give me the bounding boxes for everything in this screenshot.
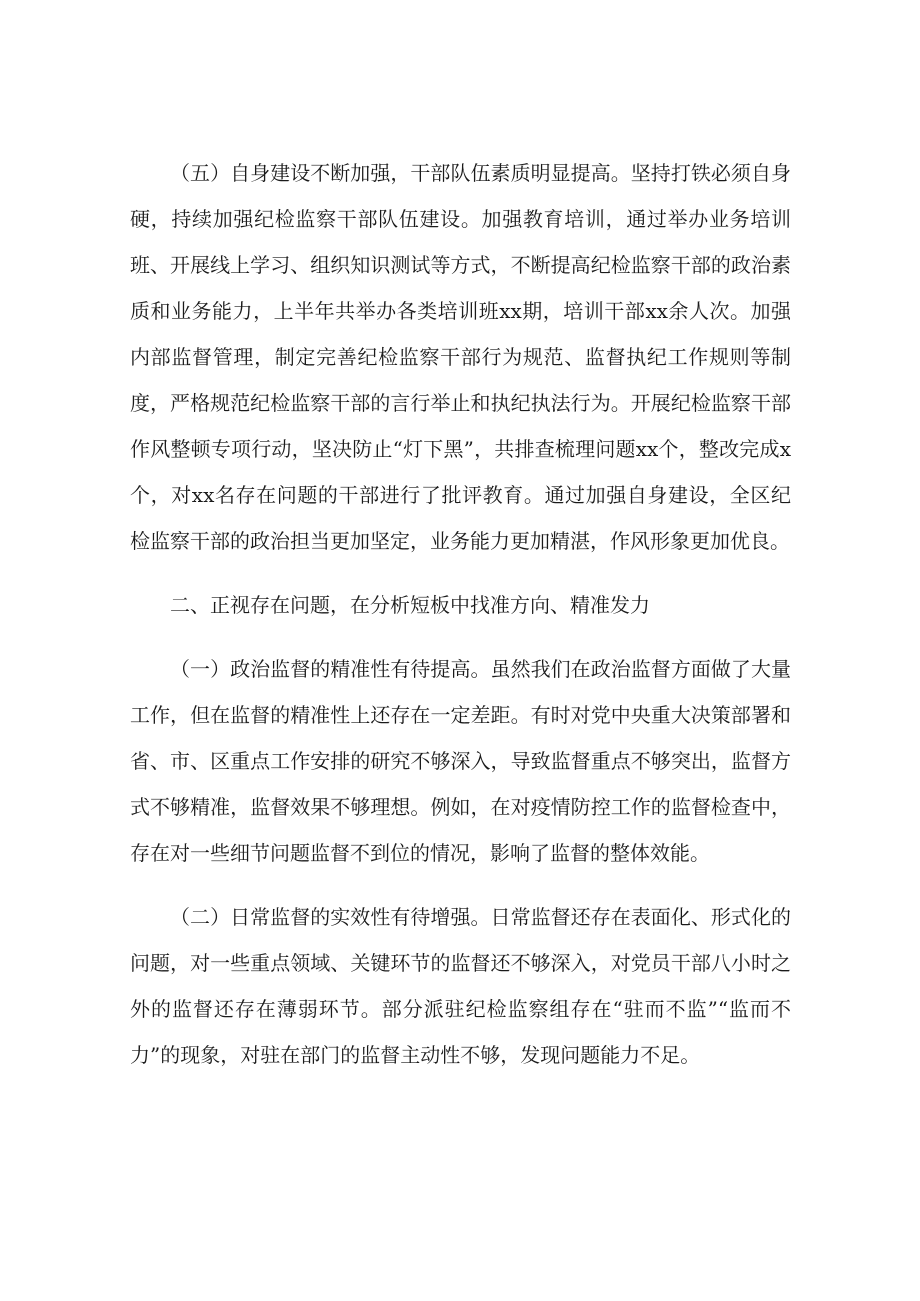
- section-heading: 二、正视存在问题，在分析短板中找准方向、精准发力: [170, 593, 650, 617]
- paragraph-self-building: （五）自身建设不断加强，干部队伍素质明显提高。坚持打铁必须自身硬，持续加强纪检监察干部队伍建设。加强教育培训，通过举办业务培训班、开展线上学习、组织知识测试等方式，不断提高纪检监察干部的政治素质和业务能力，上半年共举办各类培训班xx期，培训干部xx余人次。加强内部监督管理，制定完善纪检监察干部行为规范、监督执纪工作规则等制度，严格规范纪检监察干部的言行举止和执纪执法行为。开展纪检监察干部作风整顿专项行动，坚决防止“灯下黑”，共排查梳理问题xx个，整改完成x个，对xx名存在问题的干部进行了批评教育。通过加强自身建设，全区纪检监察干部的政治担当更加坚定，业务能力更加精湛，作风形象更加优良。: [130, 161, 791, 553]
- document-body: [130, 150, 791, 1078]
- paragraph-political-supervision: （一）政治监督的精准性有待提高。虽然我们在政治监督方面做了大量工作，但在监督的精准性上还存在一定差距。有时对党中央重大决策部署和省、市、区重点工作安排的研究不够深入，导致监督重点不够突出，监督方式不够精准，监督效果不够理想。例如，在对疫情防控工作的监督检查中，存在对一些细节问题监督不到位的情况，影响了监督的整体效能。: [130, 657, 791, 865]
- paragraph-daily-supervision: （二）日常监督的实效性有待增强。日常监督还存在表面化、形式化的问题，对一些重点领域、关键环节的监督还不够深入，对党员干部八小时之外的监督还存在薄弱环节。部分派驻纪检监察组存在“驻而不监”“监而不力”的现象，对驻在部门的监督主动性不够，发现问题能力不足。: [130, 905, 791, 1067]
